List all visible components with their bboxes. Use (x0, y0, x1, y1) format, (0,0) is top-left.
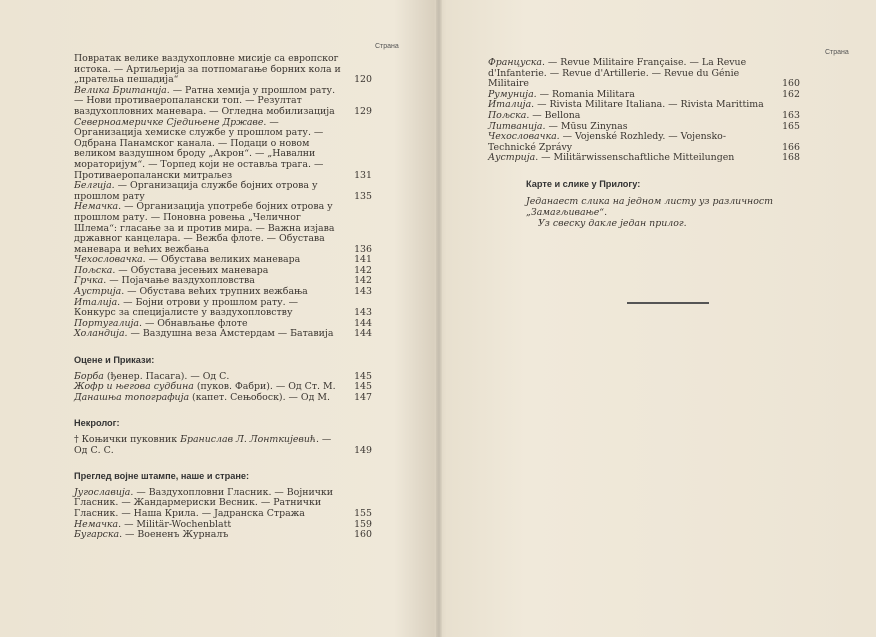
page-number: 144 (354, 317, 372, 329)
page-number: 120 (354, 74, 372, 86)
entry-text: (ђенер. Пасага). — Од С. (103, 370, 230, 382)
entry-text: — Romania Militara (536, 88, 635, 100)
country-label: Југославија. (74, 486, 134, 498)
toc-entry (74, 86, 372, 118)
toc-entry (74, 329, 372, 340)
toc-entry (74, 530, 372, 541)
page-number: 162 (782, 88, 800, 100)
page-column-header: Страна (825, 49, 849, 56)
person-name: Бранислав Л. Лонткијевић. (180, 434, 319, 445)
entry-text: — Ваздухопловни Гласник. — Војнички Гласник. — Жандармериски Весник. — Ратнички Гласник. — Наша Крила. — Јадранска Стража (74, 486, 334, 519)
country-label: Литванија. (488, 120, 546, 132)
entry-text: — Bellona (529, 109, 581, 121)
country-label: Грчка. (74, 275, 107, 287)
toc-entry (74, 435, 372, 456)
entry-text: — Појачање ваздухопловства (106, 275, 255, 287)
entry-text: (пуков. Фабри). — Од Ст. М. (193, 381, 336, 393)
entry-text: — Од С. С. (74, 434, 332, 456)
toc-entry (74, 488, 372, 520)
right-page (440, 0, 876, 637)
section-heading-necrology: Некролог: (74, 418, 120, 429)
page-number: 129 (354, 105, 372, 117)
page-number: 136 (354, 243, 372, 255)
toc-entry (74, 54, 372, 86)
country-label: Белгија. (74, 180, 115, 192)
country-label: Немачка. (74, 201, 122, 213)
end-rule (627, 302, 709, 304)
toc-right (488, 58, 800, 229)
page-number: 149 (354, 444, 372, 456)
page-number: 143 (354, 286, 372, 298)
page-number: 160 (354, 529, 372, 541)
entry-text: — Обустава јесењих маневара (115, 264, 269, 276)
country-label: Бугарска. (74, 529, 123, 541)
entry-text: (капет. Сењобоск). — Од М. (189, 391, 330, 403)
country-label: Пољска. (488, 109, 530, 121)
entry-text: — Militärwissenschaftliche Mitteilungen (538, 152, 735, 164)
country-label: Велика Британија. (74, 84, 170, 96)
page-number: 131 (354, 169, 372, 181)
country-label: Северноамеричке Сједињене Државе. (74, 116, 267, 128)
entry-text: — Обнављање флоте (141, 317, 248, 329)
entry-text: — Ваздушна веза Амстердам — Батавија (127, 328, 334, 340)
entry-text: — Mūsu Zinynas (545, 120, 628, 132)
entry-text: Повратак велике ваздухопловне мисије са европског истока. — Артиљерија за потпомагање борних кола и „прательа пешадија“ (74, 53, 341, 86)
toc-entry (74, 118, 372, 182)
country-label: Аустрија. (74, 286, 125, 298)
page-number: 141 (354, 254, 372, 266)
entry-text: — Militär-Wochenblatt (121, 518, 232, 530)
page-number: 165 (782, 120, 800, 132)
toc-left (74, 54, 372, 541)
entry-text: — Бојни отрови у прошлом рату. — Конкурс за специјалисте у ваздухопловству (74, 296, 298, 319)
toc-entry (488, 153, 800, 164)
entry-text: — Воененъ Журналъ (122, 529, 229, 541)
page-number: 160 (782, 78, 800, 90)
page-number: 166 (782, 141, 800, 153)
country-label: Румунија. (488, 88, 537, 100)
entry-text: — Vojenské Rozhledy. — Vojensko-Technické Zprávy (488, 131, 726, 153)
entry-text: — Организација службе бојних отрова у прошлом рату (74, 180, 318, 202)
entry-text: — Revue Militaire Française. — La Revue d'Infanterie. — Revue d'Artillerie. — Revue du Génie Militaire (488, 57, 747, 90)
country-label: Чехословачка. (488, 131, 560, 143)
maps-note: Уз свеску дакле један прилог. (538, 217, 687, 229)
page-number: 142 (354, 264, 372, 276)
section-heading-press: Преглед војне штампе, наше и стране: (74, 471, 250, 482)
maps-note: Једанаест слика на једном листу уз различност „Замагљивање“. (526, 195, 774, 218)
entry-text: — Организација хемиске службе у прошлом рату. — Одбрана Панамског канала. — Подаци о новом великом ваздушном броду „Акрон“. — „Навални мораторијум“. — Торпед који не оставља трага. — Противаеропалански митраљез (74, 116, 324, 181)
toc-entry (488, 58, 800, 90)
entry-text: † Коњички пуковник (74, 434, 181, 445)
page-number: 144 (354, 328, 372, 340)
page-number: 163 (782, 109, 800, 121)
country-label: Италија. (74, 296, 121, 308)
page-number: 155 (354, 507, 372, 519)
toc-entry (488, 132, 800, 153)
toc-entry (74, 393, 372, 404)
country-label: Португалија. (74, 317, 142, 329)
page-number: 135 (354, 190, 372, 202)
review-title: Борба (74, 370, 104, 382)
page-number: 143 (354, 307, 372, 319)
page-number: 142 (354, 275, 372, 287)
page-number: 159 (354, 518, 372, 530)
toc-entry (74, 202, 372, 255)
country-label: Француска. (488, 57, 545, 68)
entry-text: — Обустава већих трупних вежбања (124, 286, 308, 298)
page-number: 145 (354, 381, 372, 393)
section-heading-reviews: Оцене и Прикази: (74, 355, 155, 366)
toc-entry (74, 298, 372, 319)
page-number: 168 (782, 152, 800, 164)
review-title: Данашња топографија (74, 391, 190, 403)
entry-text: — Обустава великих маневара (145, 254, 301, 266)
entry-text: — Rivista Militare Italiana. — Rivista Marittima (534, 99, 764, 111)
section-heading-maps: Карте и слике у Прилогу: (526, 178, 641, 189)
country-label: Холандија. (74, 328, 128, 340)
country-label: Чехословачка. (74, 254, 146, 266)
page-number: 145 (354, 370, 372, 382)
page-column-header: Страна (375, 43, 399, 50)
page-number: 147 (354, 391, 372, 403)
entry-text: — Организација употребе бојних отрова у прошлом рату. — Поновна ровења „Челичног Шлема“: гласање за и против мира. — Важна изјава државног канцелара. — Вежба флоте. — Обустава маневара и већих вежбања (74, 201, 335, 255)
entry-text: — Ратна хемија у прошлом рату. — Нови противаеропалански топ. — Резултат ваздухопловних маневара. — Огледна мобилизација (74, 84, 336, 117)
country-label: Пољска. (74, 264, 116, 276)
country-label: Немачка. (74, 518, 122, 530)
review-title: Жофр и његова судбина (74, 381, 194, 393)
toc-entry (74, 181, 372, 202)
country-label: Аустрија. (488, 152, 539, 164)
country-label: Италија. (488, 99, 535, 111)
